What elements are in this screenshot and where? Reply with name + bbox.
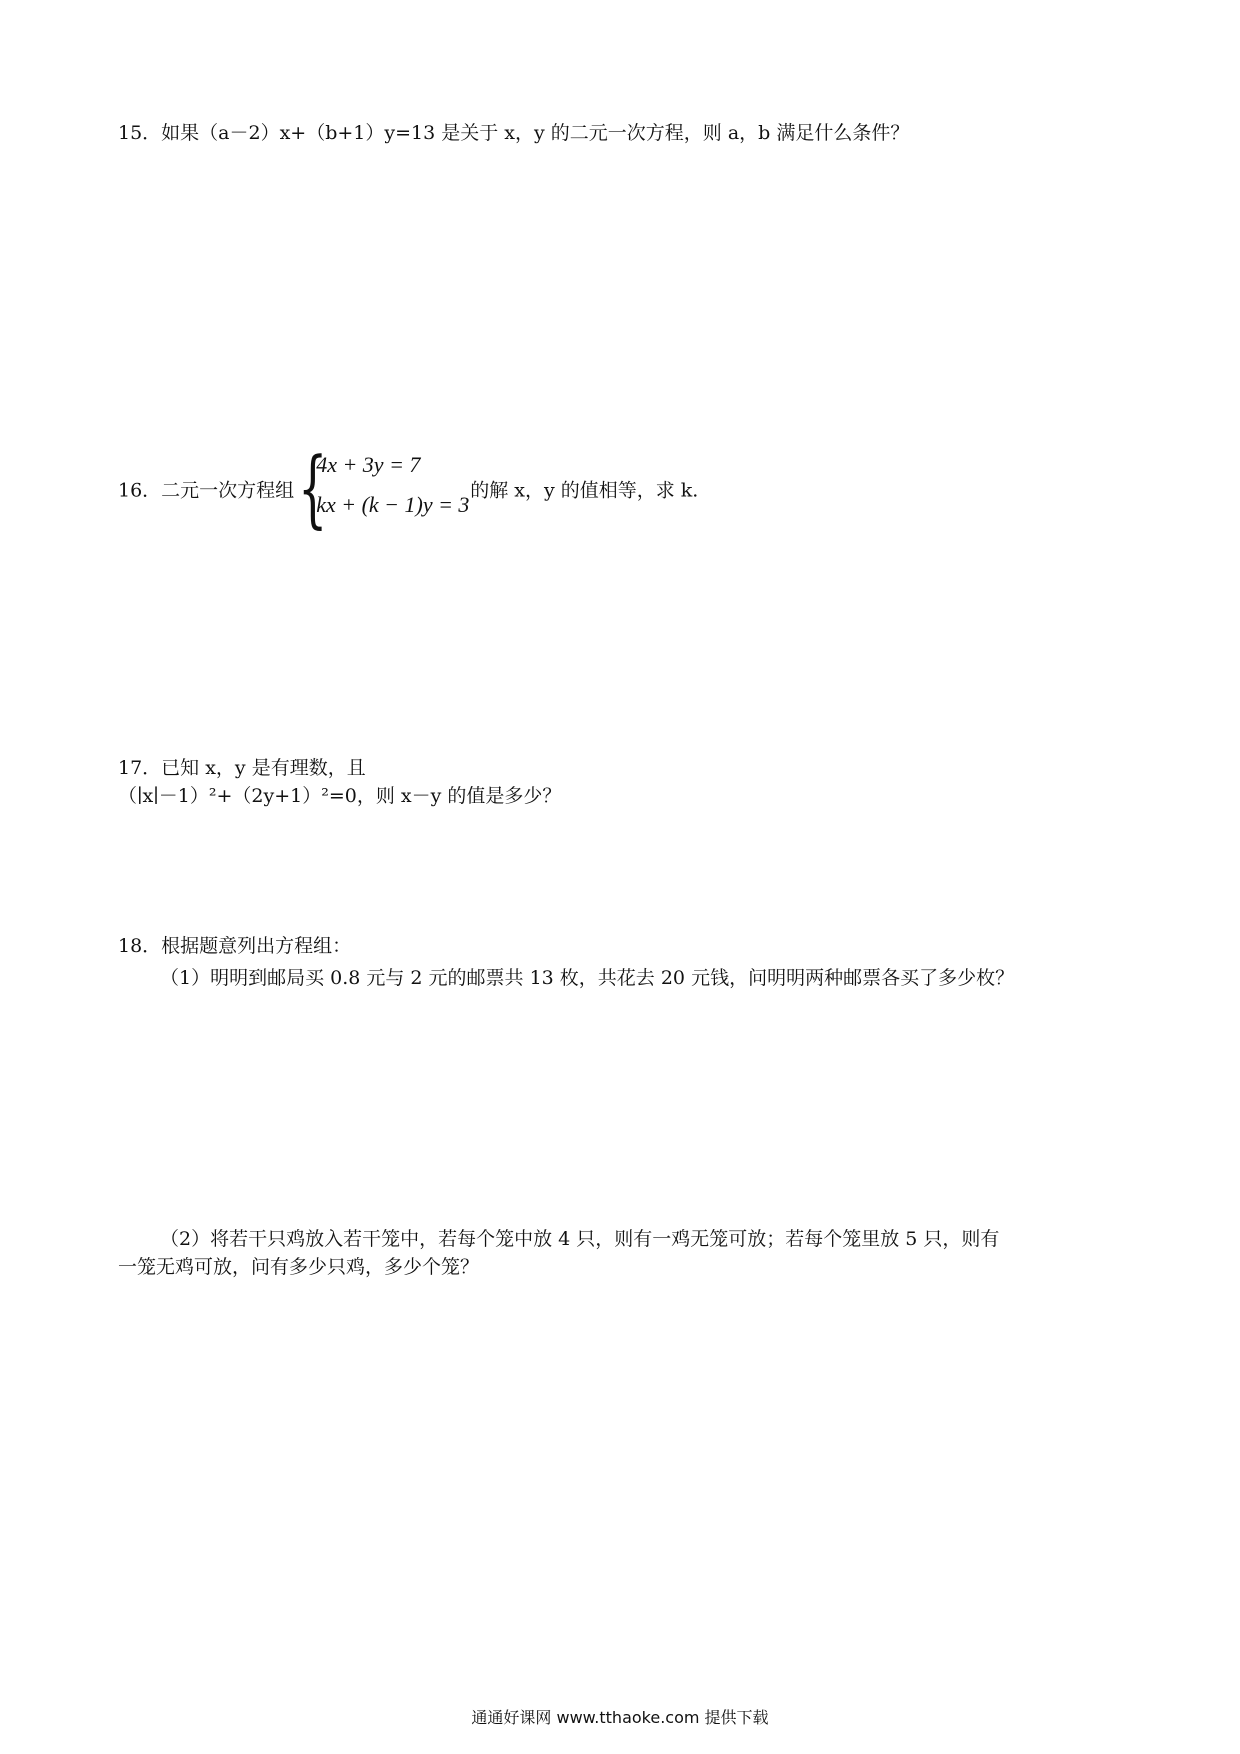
equation-1: 4x + 3y = 7 (316, 452, 421, 477)
left-brace-icon: { (298, 439, 328, 537)
question-17-line-2: （∣x∣－1）²+（2y+1）²=0，则 x－y 的值是多少？ (118, 785, 562, 807)
question-18-part-2-line-2: 一笼无鸡可放，问有多少只鸡，多少个笼？ (118, 1256, 480, 1278)
equation-system (298, 439, 470, 537)
question-16 (118, 439, 699, 537)
question-18-part-2-line-1: （2）将若干只鸡放入若干笼中，若每个笼中放 4 只，则有一鸡无笼可放；若每个笼里放 5 只，则有 (160, 1228, 1000, 1250)
equation-2: kx + (k − 1)y = 3 (316, 492, 470, 517)
question-18-part-1: （1）明明到邮局买 0.8 元与 2 元的邮票共 13 枚，共花去 20 元钱，问明明两种邮票各买了多少枚？ (160, 967, 1015, 989)
page-footer: 通通好课网 www.tthaoke.com 提供下载 (471, 1708, 769, 1727)
question-17-line-1: 17．已知 x，y 是有理数，且 (118, 757, 366, 779)
question-18-title: 18．根据题意列出方程组： (118, 935, 352, 957)
question-16-tail: 的解 x，y 的值相等，求 k. (470, 479, 699, 502)
question-15: 15．如果（a－2）x+（b+1）y=13 是关于 x，y 的二元一次方程，则 a，b 满足什么条件？ (118, 122, 910, 144)
question-16-lead: 16．二元一次方程组 (118, 479, 295, 502)
